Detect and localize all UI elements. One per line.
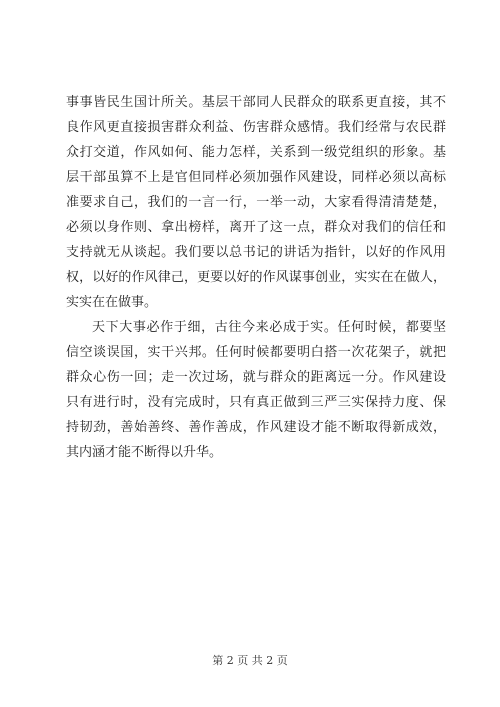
text-line: 事事皆民生国计所关。基层干部同人民群众的联系更直接，其不 (66, 95, 446, 110)
text-line: 必须以身作则、拿出榜样，离开了这一点，群众对我们的信任和 (66, 220, 446, 235)
text-line: 支持就无从谈起。我们要以总书记的讲话为指针，以好的作风用 (66, 245, 446, 260)
text-line: 良作风更直接损害群众利益、伤害群众感情。我们经常与农民群 (66, 120, 446, 135)
text-line: 群众心伤一回；走一次过场，就与群众的距离远一分。作风建设 (66, 370, 446, 385)
paragraph-2 (66, 315, 446, 465)
text-line: 准要求自己，我们的一言一行，一举一动，大家看得清清楚楚， (66, 195, 446, 210)
paragraph-1 (66, 90, 446, 315)
text-line: 众打交道，作风如何、能力怎样，关系到一级党组织的形象。基 (66, 145, 446, 160)
text-line: 信空谈误国，实干兴邦。任何时候都要明白搭一次花架子，就把 (66, 345, 446, 360)
page-number-footer: 第 2 页 共 2 页 (212, 654, 288, 667)
text-line: 实实在在做事。 (66, 295, 158, 310)
text-line: 天下大事必作于细，古往今来必成于实。任何时候，都要坚 (92, 320, 446, 335)
document-body (66, 90, 446, 465)
text-line: 层干部虽算不上是官但同样必须加强作风建设，同样必须以高标 (66, 170, 446, 185)
text-line: 权，以好的作风律己，更要以好的作风谋事创业，实实在在做人， (66, 270, 446, 285)
text-line: 只有进行时，没有完成时，只有真正做到三严三实保持力度、保 (66, 395, 446, 410)
text-line: 持韧劲，善始善终、善作善成，作风建设才能不断取得新成效， (66, 420, 446, 435)
text-line: 其内涵才能不断得以升华。 (66, 445, 223, 460)
